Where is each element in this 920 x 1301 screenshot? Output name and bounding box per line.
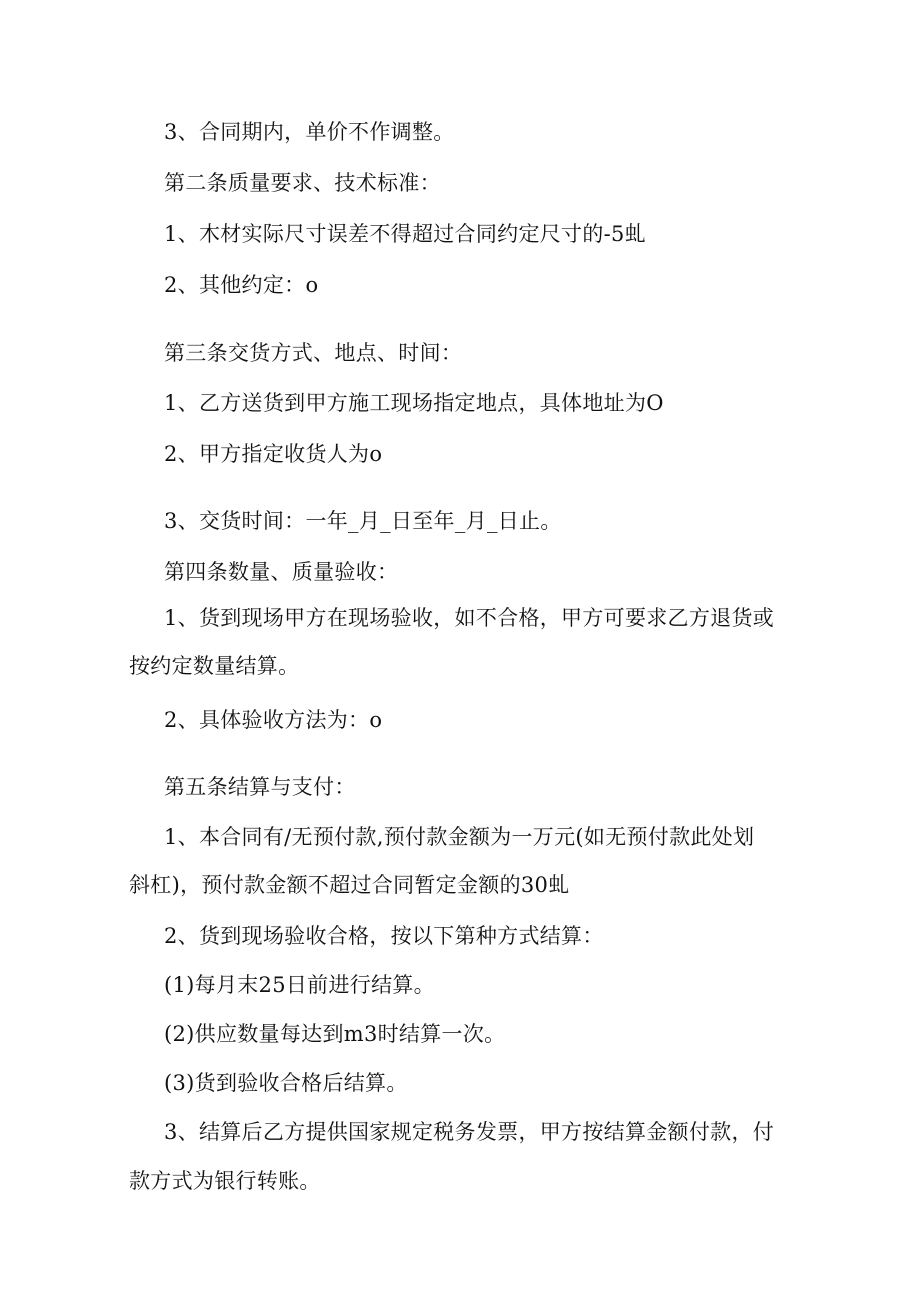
text-line: 1、木材实际尺寸误差不得超过合同约定尺寸的-5虬: [164, 222, 647, 246]
text-line-continuation: 斜杠)，预付款金额不超过合同暂定金额的30虬: [129, 873, 570, 897]
text-line: 1、乙方送货到甲方施工现场指定地点，具体地址为O: [164, 391, 664, 415]
text-line: 3、合同期内，单价不作调整。: [164, 120, 455, 144]
text-line: 3、结算后乙方提供国家规定税务发票，甲方按结算金额付款，付: [164, 1120, 775, 1144]
text-line: 2、其他约定：o: [164, 273, 319, 297]
text-line: 3、交货时间：一年_月_日至年_月_日止。: [164, 509, 562, 533]
text-line: (1)每月末25日前进行结算。: [164, 973, 435, 997]
text-line-continuation: 按约定数量结算。: [129, 654, 300, 678]
text-line: 1、本合同有/无预付款,预付款金额为一万元(如无预付款此处划: [164, 825, 755, 849]
text-line: (2)供应数量每达到m3时结算一次。: [164, 1022, 506, 1046]
text-line: 2、货到现场验收合格，按以下第种方式结算：: [164, 924, 604, 948]
text-line: 2、具体验收方法为：o: [164, 708, 383, 732]
section-heading: 第二条质量要求、技术标准：: [164, 171, 441, 195]
section-heading: 第四条数量、质量验收：: [164, 560, 399, 584]
text-line-continuation: 款方式为银行转账。: [129, 1169, 321, 1193]
text-line: 2、甲方指定收货人为o: [164, 442, 383, 466]
text-line: (3)货到验收合格后结算。: [164, 1071, 408, 1095]
section-heading: 第三条交货方式、地点、时间：: [164, 341, 463, 365]
section-heading: 第五条结算与支付：: [164, 775, 356, 799]
text-line: 1、货到现场甲方在现场验收，如不合格，甲方可要求乙方退货或: [164, 606, 775, 630]
